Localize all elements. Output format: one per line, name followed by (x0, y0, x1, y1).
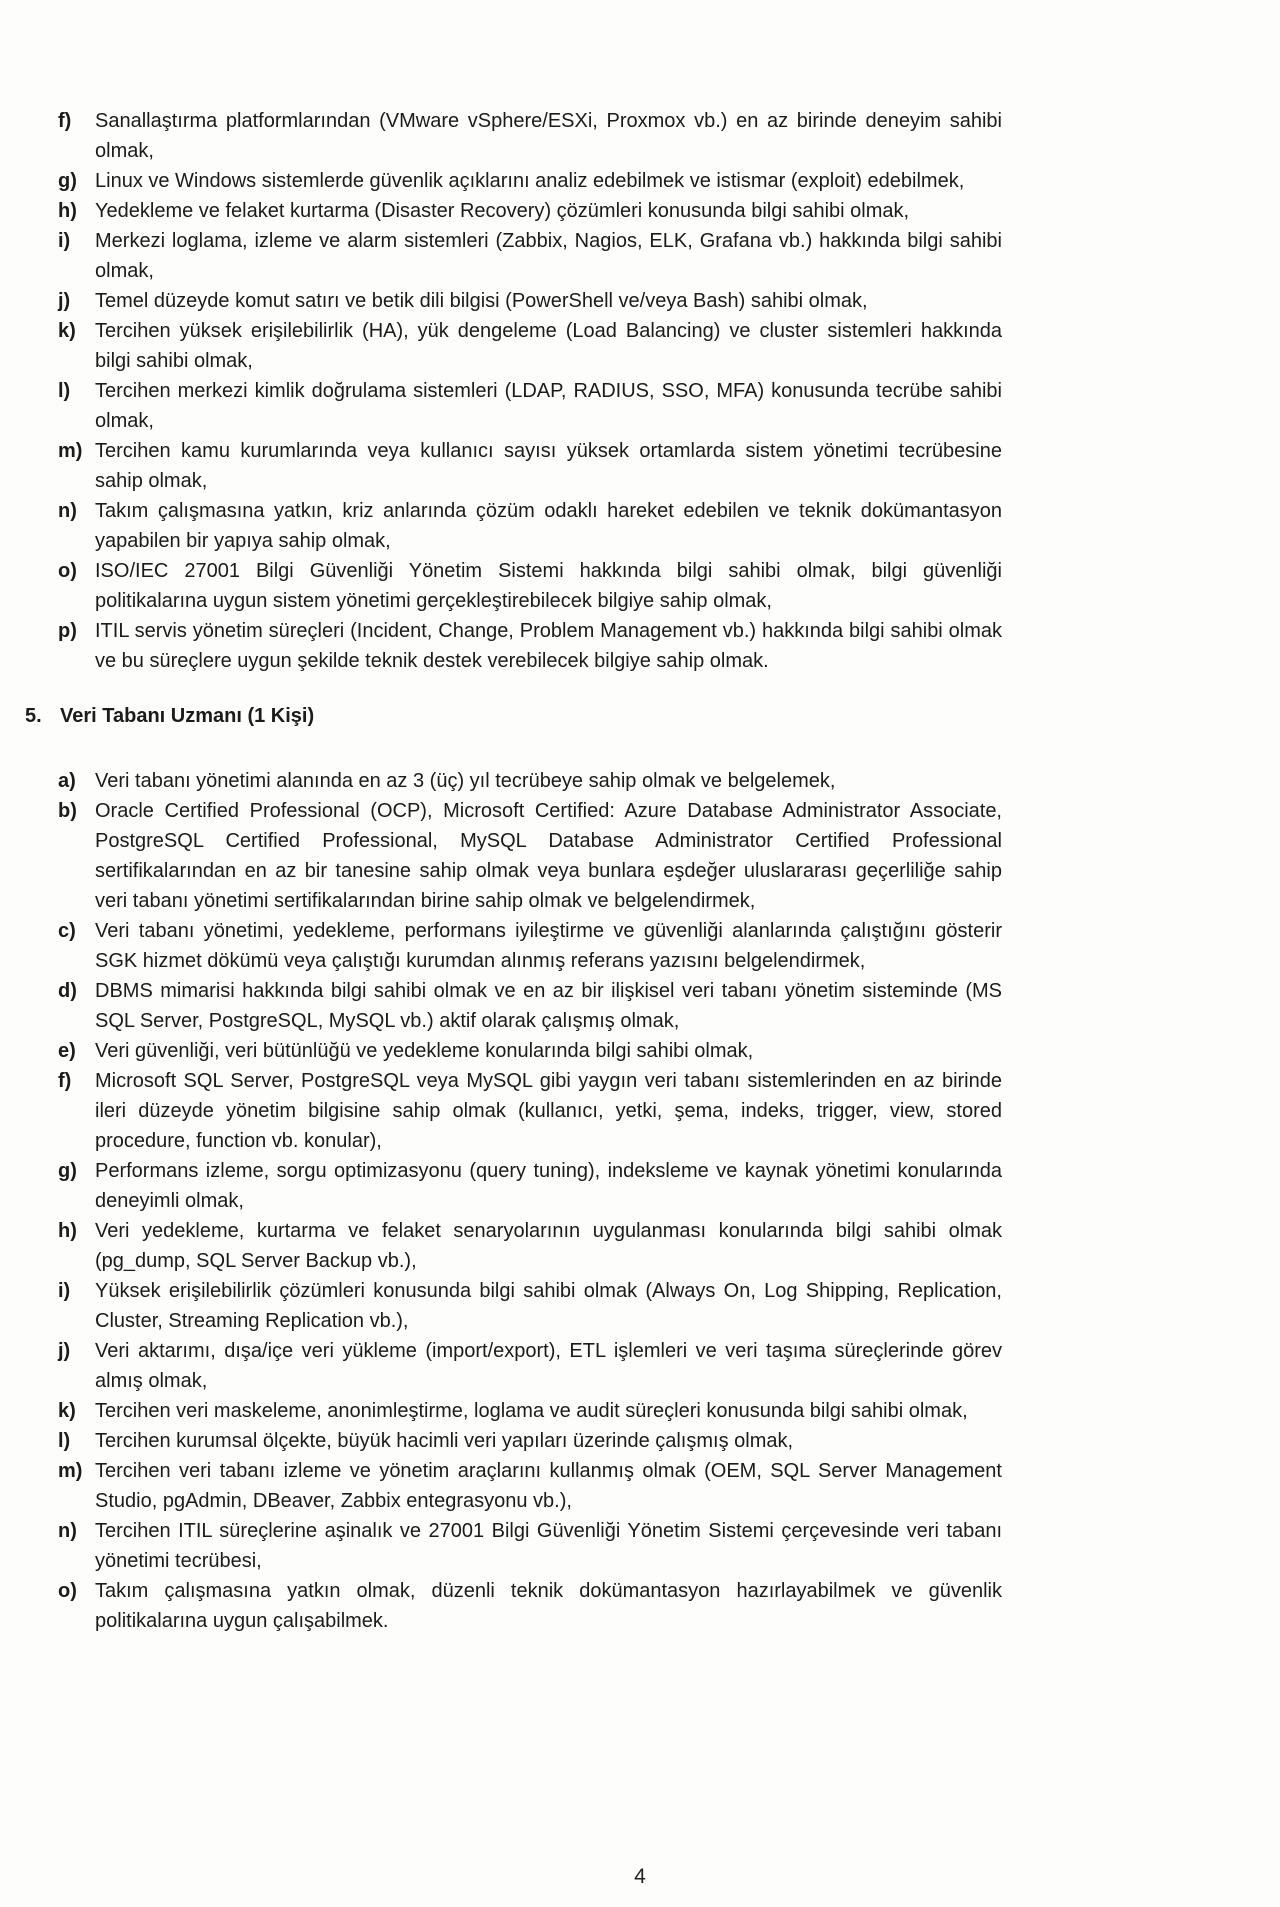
item-label: i) (58, 230, 71, 252)
requirement-item (58, 286, 1002, 316)
item-text: Tercihen ITIL süreçlerine aşinalık ve 27001 Bilgi Güvenliği Yönetim Sistemi çerçevesinde veri tabanı yönetimi tecrübesi, (95, 1520, 1002, 1572)
item-text: Veri tabanı yönetimi alanında en az 3 (üç) yıl tecrübeye sahip olmak ve belgelemek, (95, 770, 836, 792)
item-text: Oracle Certified Professional (OCP), Microsoft Certified: Azure Database Administrator Associate, PostgreSQL Certified Professional, MySQL Database Administrator Certified Professional sertifikalarından en az bir tanesine sahip olmak veya bunlara eşdeğer uluslararası geçerliliğe sahip veri tabanı yönetimi sertifikalarından birine sahip olmak ve belgelendirmek, (95, 800, 1002, 912)
requirement-item (58, 226, 1002, 286)
item-label: o) (58, 1580, 77, 1602)
requirement-item (58, 1456, 1002, 1516)
requirement-item (58, 1216, 1002, 1276)
requirement-item (58, 1156, 1002, 1216)
item-label: l) (58, 380, 71, 402)
item-label: f) (58, 110, 72, 132)
item-label: k) (58, 1400, 76, 1422)
item-label: p) (58, 620, 77, 642)
item-text: DBMS mimarisi hakkında bilgi sahibi olmak ve en az bir ilişkisel veri tabanı yönetim sisteminde (MS SQL Server, PostgreSQL, MySQL vb.) aktif olarak çalışmış olmak, (95, 980, 1002, 1032)
database-specialist-requirements-list (58, 766, 1002, 1636)
item-label: e) (58, 1040, 76, 1062)
requirement-item (58, 316, 1002, 376)
item-label: d) (58, 980, 77, 1002)
item-text: Veri güvenliği, veri bütünlüğü ve yedekleme konularında bilgi sahibi olmak, (95, 1040, 754, 1062)
item-text: Takım çalışmasına yatkın, kriz anlarında çözüm odaklı hareket edebilen ve teknik dokümantasyon yapabilen bir yapıya sahip olmak, (95, 500, 1002, 552)
item-label: f) (58, 1070, 72, 1092)
requirement-item (58, 1036, 1002, 1066)
item-label: n) (58, 1520, 77, 1542)
item-label: m) (58, 440, 83, 462)
requirement-item (58, 976, 1002, 1036)
requirement-item (58, 766, 1002, 796)
item-label: m) (58, 1460, 83, 1482)
item-text: Veri aktarımı, dışa/içe veri yükleme (import/export), ETL işlemleri ve veri taşıma süreçlerinde görev almış olmak, (95, 1340, 1002, 1392)
requirement-item (58, 376, 1002, 436)
section-number: 5. (25, 705, 42, 727)
item-label: j) (58, 290, 71, 312)
item-text: Tercihen yüksek erişilebilirlik (HA), yük dengeleme (Load Balancing) ve cluster sistemleri hakkında bilgi sahibi olmak, (95, 320, 1002, 372)
requirement-item (58, 166, 1002, 196)
item-label: n) (58, 500, 77, 522)
item-text: Tercihen kamu kurumlarında veya kullanıcı sayısı yüksek ortamlarda sistem yönetimi tecrübesine sahip olmak, (95, 440, 1002, 492)
item-text: Takım çalışmasına yatkın olmak, düzenli teknik dokümantasyon hazırlayabilmek ve güvenlik politikalarına uygun çalışabilmek. (95, 1580, 1002, 1632)
page-number: 4 (634, 1865, 646, 1888)
item-label: a) (58, 770, 76, 792)
item-text: Veri tabanı yönetimi, yedekleme, performans iyileştirme ve güvenliği alanlarında çalıştığını gösterir SGK hizmet dökümü veya çalıştığı kurumdan alınmış referans yazısını belgelendirmek, (95, 920, 1002, 972)
item-text: Microsoft SQL Server, PostgreSQL veya MySQL gibi yaygın veri tabanı sistemlerinden en az birinde ileri düzeyde yönetim bilgisine sahip olmak (kullanıcı, yetki, şema, indeks, trigger, view, stored procedure, function vb. konular), (95, 1070, 1002, 1152)
requirement-item (58, 556, 1002, 616)
section-title: Veri Tabanı Uzmanı (1 Kişi) (60, 705, 315, 727)
item-text: Performans izleme, sorgu optimizasyonu (query tuning), indeksleme ve kaynak yönetimi konularında deneyimli olmak, (95, 1160, 1002, 1212)
item-label: j) (58, 1340, 71, 1362)
requirement-item (58, 496, 1002, 556)
item-text: ITIL servis yönetim süreçleri (Incident, Change, Problem Management vb.) hakkında bilgi sahibi olmak ve bu süreçlere uygun şekilde teknik destek verebilecek bilgiye sahip olmak. (95, 620, 1002, 672)
requirement-item (58, 1066, 1002, 1156)
requirement-item (58, 1336, 1002, 1396)
item-text: Temel düzeyde komut satırı ve betik dili bilgisi (PowerShell ve/veya Bash) sahibi olmak, (95, 290, 868, 312)
item-text: Merkezi loglama, izleme ve alarm sistemleri (Zabbix, Nagios, ELK, Grafana vb.) hakkında bilgi sahibi olmak, (95, 230, 1002, 282)
page-content (25, 106, 1002, 1636)
requirement-item (58, 196, 1002, 226)
requirement-item (58, 1426, 1002, 1456)
item-text: ISO/IEC 27001 Bilgi Güvenliği Yönetim Sistemi hakkında bilgi sahibi olmak, bilgi güvenliği politikalarına uygun sistem yönetimi gerçekleştirebilecek bilgiye sahip olmak, (95, 560, 1002, 612)
item-label: c) (58, 920, 76, 942)
item-text: Veri yedekleme, kurtarma ve felaket senaryolarının uygulanması konularında bilgi sahibi olmak (pg_dump, SQL Server Backup vb.), (95, 1220, 1002, 1272)
requirement-item (58, 796, 1002, 916)
requirement-item (58, 1516, 1002, 1576)
requirement-item (58, 916, 1002, 976)
item-text: Yedekleme ve felaket kurtarma (Disaster Recovery) çözümleri konusunda bilgi sahibi olmak, (95, 200, 910, 222)
item-label: l) (58, 1430, 71, 1452)
item-label: h) (58, 200, 77, 222)
item-label: h) (58, 1220, 77, 1242)
item-text: Tercihen kurumsal ölçekte, büyük hacimli veri yapıları üzerinde çalışmış olmak, (95, 1430, 794, 1452)
item-text: Sanallaştırma platformlarından (VMware vSphere/ESXi, Proxmox vb.) en az birinde deneyim sahibi olmak, (95, 110, 1002, 162)
item-label: i) (58, 1280, 71, 1302)
item-label: g) (58, 170, 77, 192)
requirement-item (58, 1576, 1002, 1636)
item-label: b) (58, 800, 77, 822)
requirement-item (58, 436, 1002, 496)
item-label: k) (58, 320, 76, 342)
item-text: Linux ve Windows sistemlerde güvenlik açıklarını analiz edebilmek ve istismar (exploit) edebilmek, (95, 170, 965, 192)
item-label: g) (58, 1160, 77, 1182)
requirement-item (58, 616, 1002, 676)
item-text: Tercihen veri maskeleme, anonimleştirme, loglama ve audit süreçleri konusunda bilgi sahibi olmak, (95, 1400, 968, 1422)
item-text: Yüksek erişilebilirlik çözümleri konusunda bilgi sahibi olmak (Always On, Log Shipping, Replication, Cluster, Streaming Replication vb.), (95, 1280, 1002, 1332)
item-text: Tercihen veri tabanı izleme ve yönetim araçlarını kullanmış olmak (OEM, SQL Server Management Studio, pgAdmin, DBeaver, Zabbix entegrasyonu vb.), (95, 1460, 1002, 1512)
requirement-item (58, 1396, 1002, 1426)
requirement-item (58, 1276, 1002, 1336)
sysadmin-requirements-list (58, 106, 1002, 676)
item-text: Tercihen merkezi kimlik doğrulama sistemleri (LDAP, RADIUS, SSO, MFA) konusunda tecrübe sahibi olmak, (95, 380, 1002, 432)
requirement-item (58, 106, 1002, 166)
item-label: o) (58, 560, 77, 582)
section-heading (25, 701, 1002, 731)
